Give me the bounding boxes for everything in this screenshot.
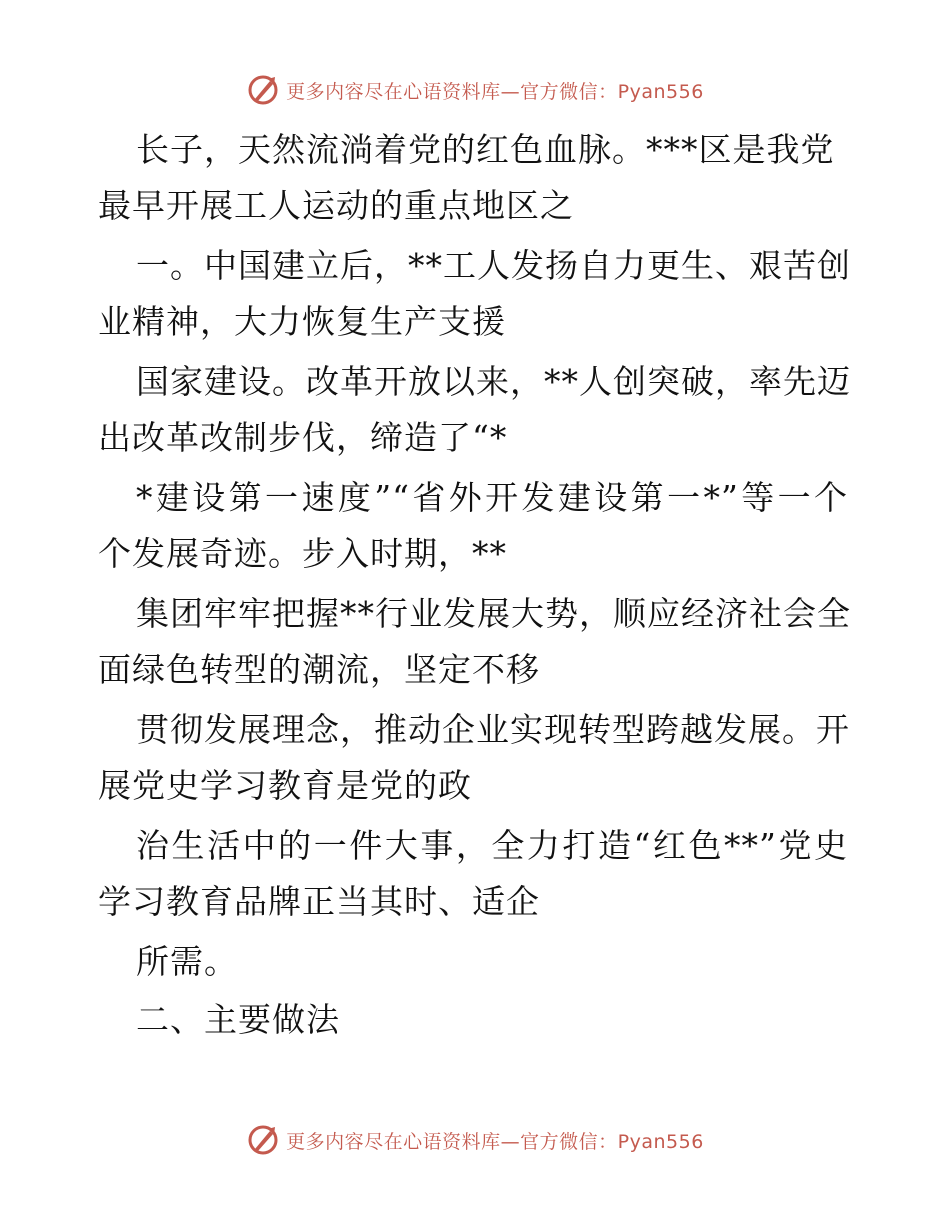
text-line: 一。中国建立后，**工人发扬自力更生、艰苦创 <box>136 246 851 285</box>
text-line: 治生活中的一件大事，全力打造“红色**”党史 <box>136 826 848 865</box>
text-line: *建设第一速度”“省外开发建设第一*”等一个 <box>136 478 848 517</box>
text-line: 面绿色转型的潮流，坚定不移 <box>98 650 540 689</box>
text-line: 展党史学习教育是党的政 <box>98 766 472 805</box>
text-line: 所需。 <box>136 942 238 981</box>
text-line: 长子，天然流淌着党的红色血脉。***区是我党 <box>136 130 835 169</box>
text-line: 集团牢牢把握**行业发展大势，顺应经济社会全 <box>136 594 851 633</box>
quill-logo-icon <box>246 73 280 107</box>
footer-watermark <box>0 1120 950 1160</box>
section-heading: 二、主要做法 <box>136 1000 340 1039</box>
text-line: 最早开展工人运动的重点地区之 <box>98 186 574 225</box>
text-line: 学习教育品牌正当其时、适企 <box>98 882 540 921</box>
watermark-text: 更多内容尽在心语资料库—官方微信：Pyan556 <box>286 1130 704 1153</box>
quill-logo-icon <box>246 1123 280 1157</box>
text-line: 国家建设。改革开放以来，**人创突破，率先迈 <box>136 362 851 401</box>
watermark-text: 更多内容尽在心语资料库—官方微信：Pyan556 <box>286 80 704 103</box>
text-line: 出改革改制步伐，缔造了“* <box>98 418 508 457</box>
header-watermark <box>0 70 950 110</box>
text-line: 业精神，大力恢复生产支援 <box>98 302 506 341</box>
text-line: 个发展奇迹。步入时期，** <box>98 534 507 573</box>
text-line: 贯彻发展理念，推动企业实现转型跨越发展。开 <box>136 710 850 749</box>
